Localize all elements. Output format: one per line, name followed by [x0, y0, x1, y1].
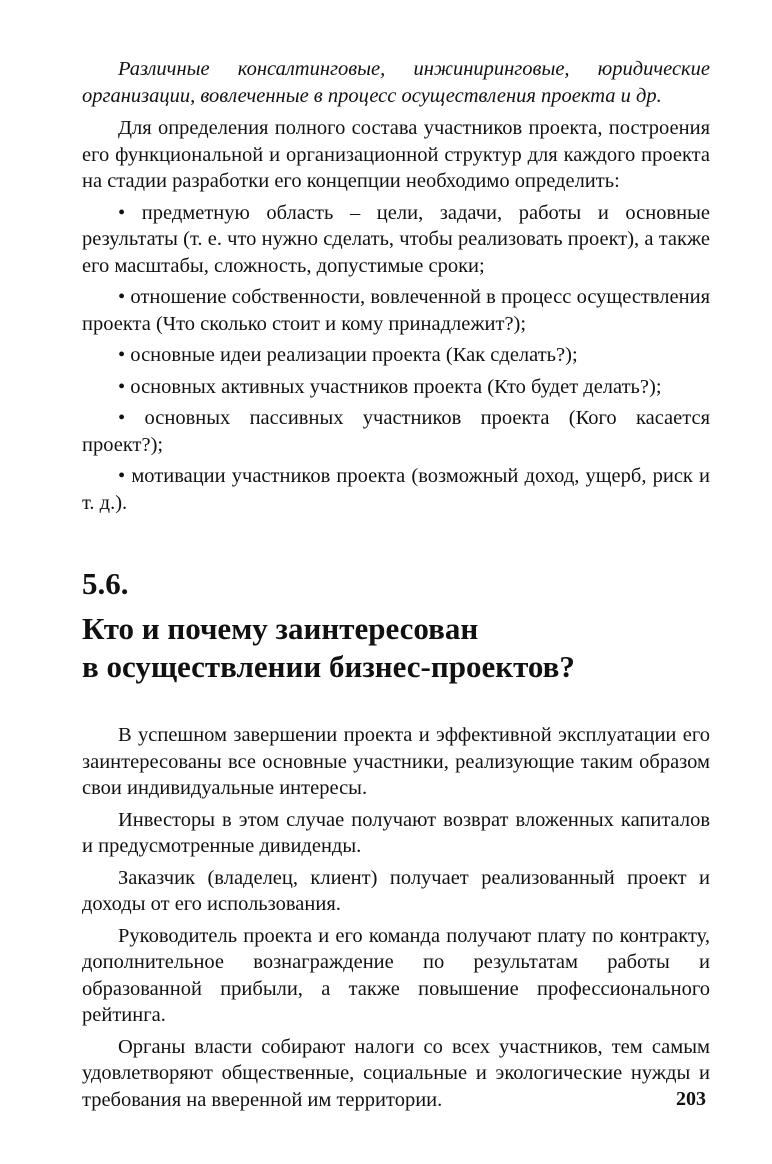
section-paragraph: Заказчик (владелец, клиент) получает реализованный проект и доходы от его использования. — [82, 866, 710, 915]
section-paragraph: Органы власти собирают налоги со всех участников, тем самым удовлетворяют общественные, социальные и экологические нужды и требования на вверенной им территории. — [82, 1035, 710, 1111]
section-paragraph: Инвесторы в этом случае получают возврат вложенных капиталов и предусмотренные дивиденды. — [82, 808, 710, 857]
bullet-item: • предметную область – цели, задачи, работы и основные результаты (т. е. что нужно сделать, чтобы реализовать проект), а также его масштабы, сложность, допустимые сроки; — [82, 201, 710, 277]
definition-paragraph: Для определения полного состава участников проекта, построения его функциональной и организационной структур для каждого проекта на стадии разработки его концепции необходимо определить: — [82, 117, 710, 192]
page-content — [82, 56, 710, 1113]
bullet-list — [82, 200, 710, 517]
section-title-line-1: Кто и почему заинтересован — [82, 611, 479, 646]
bullet-item: • мотивации участников проекта (возможный доход, ущерб, риск и т. д.). — [82, 465, 710, 514]
section-body — [82, 722, 710, 1113]
section-title-line-2: в осуществлении бизнес-проектов? — [82, 649, 575, 684]
page-number: 203 — [676, 1088, 706, 1110]
bullet-item: • отношение собственности, вовлеченной в процесс осуществления проекта (Что сколько стоит и кому принадлежит?); — [82, 286, 710, 335]
bullet-item: • основных активных участников проекта (Кто будет делать?); — [118, 375, 662, 398]
bullet-item: • основные идеи реализации проекта (Как сделать?); — [118, 344, 578, 366]
section-paragraph: Руководитель проекта и его команда получают плату по контракту, дополнительное вознаграждение по результатам работы и образованной прибыли, а также повышение профессионального рейтинга. — [82, 924, 710, 1026]
intro-paragraph: Различные консалтинговые, инжиниринговые, юридические организации, вовлеченные в процесс осуществления проекта и др. — [82, 58, 710, 107]
bullet-item: • основных пассивных участников проекта (Кого касается проект?); — [82, 407, 710, 456]
section-heading — [82, 566, 710, 686]
section-number: 5.6. — [82, 566, 129, 601]
section-paragraph: В успешном завершении проекта и эффективной эксплуатации его заинтересованы все основные участники, реализующие таким образом свои индивидуальные интересы. — [82, 724, 710, 799]
